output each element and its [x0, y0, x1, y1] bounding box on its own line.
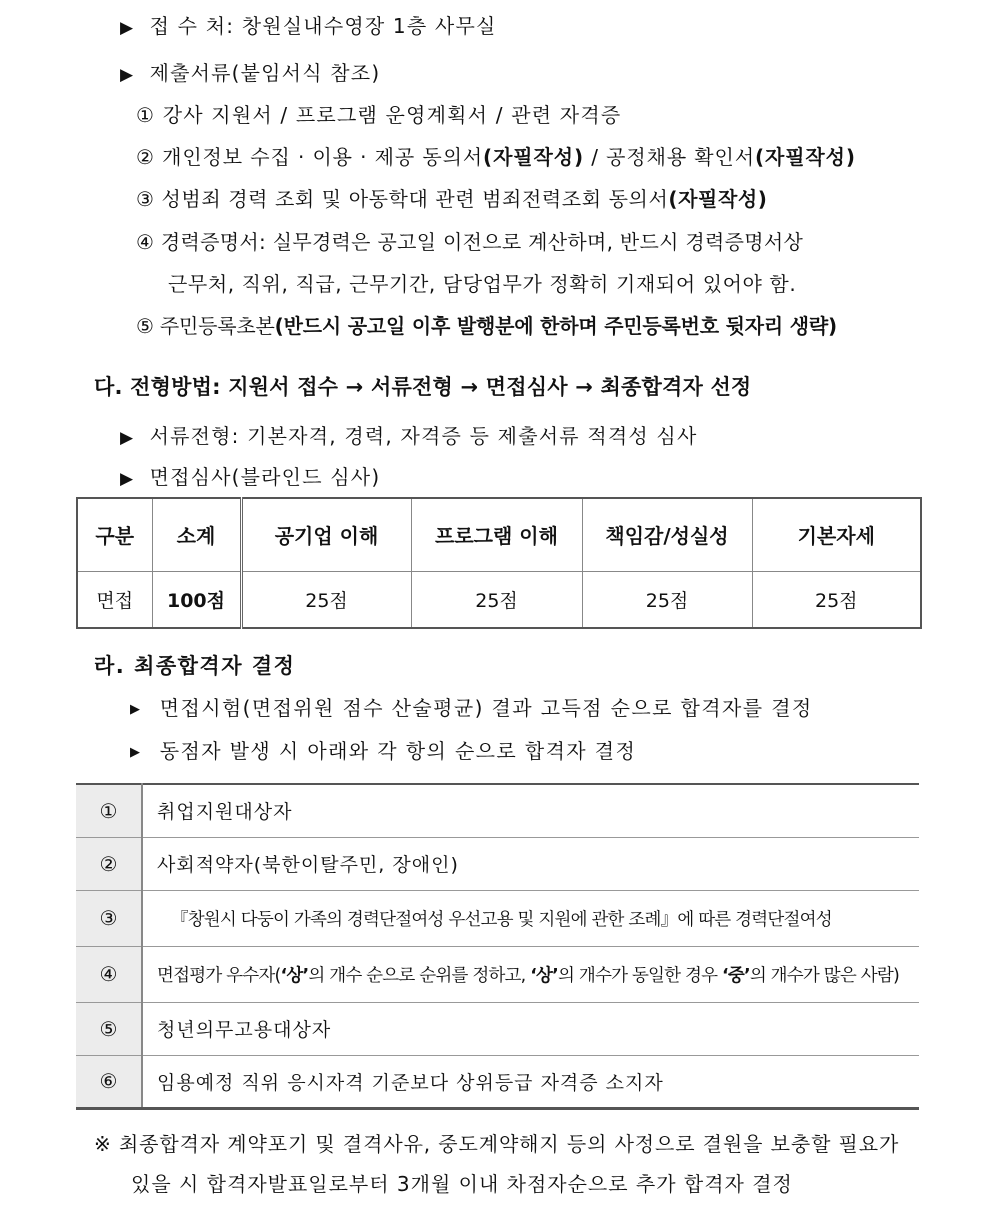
table-header-cell: 구분	[77, 498, 152, 571]
final-bullet-2: ▶ 동점자 발생 시 아래와 각 항의 순으로 합격자 결정	[130, 739, 637, 763]
table-row: ④ 면접평가 우수자(‘상’의 개수 순으로 순위를 정하고, ‘상’의 개수가 동일한 경우 ‘중’의 개수가 많은 사람)	[76, 946, 919, 1002]
interview-score-table	[76, 497, 922, 629]
table-cell: 25점	[241, 571, 411, 628]
note-line-2: 있을 시 합격자발표일로부터 3개월 이내 차점자순으로 추가 합격자 결정	[131, 1172, 793, 1196]
bullet-arrow-icon: ▶	[120, 428, 135, 448]
receipt-line	[120, 10, 497, 39]
table-header-cell: 기본자세	[752, 498, 921, 571]
documents-line	[120, 57, 380, 86]
table-header-cell: 공기업 이해	[241, 498, 411, 571]
final-heading: 라. 최종합격자 결정	[94, 654, 296, 678]
table-row: ③ 『창원시 다둥이 가족의 경력단절여성 우선고용 및 지원에 관한 조례』에 따른 경력단절여성	[76, 890, 919, 946]
document-item-5: ⑤ 주민등록초본(반드시 공고일 이후 발행분에 한하며 주민등록번호 뒷자리 생략)	[136, 314, 837, 338]
table-cell: 면접	[77, 571, 152, 628]
tie-break-table	[76, 783, 919, 1110]
table-header-row	[77, 498, 921, 571]
bullet-arrow-icon: ▶	[120, 469, 135, 489]
document-item-4-cont: 근무처, 직위, 직급, 근무기간, 담당업무가 정확히 기재되어 있어야 함.	[168, 272, 797, 296]
table-row: ① 취업지원대상자	[76, 784, 919, 837]
table-row: ② 사회적약자(북한이탈주민, 장애인)	[76, 837, 919, 890]
note-mark: ※	[94, 1132, 112, 1156]
selection-bullet-2: ▶ 면접심사(블라인드 심사)	[120, 465, 381, 489]
selection-heading: 다. 전형방법: 지원서 접수 → 서류전형 → 면접심사 → 최종합격자 선정	[94, 375, 752, 399]
document-item-4: ④ 경력증명서: 실무경력은 공고일 이전으로 계산하며, 반드시 경력증명서상	[136, 230, 804, 254]
table-row: ⑤ 청년의무고용대상자	[76, 1002, 919, 1055]
final-bullet-1: ▶ 면접시험(면접위원 점수 산술평균) 결과 고득점 순으로 합격자를 결정	[130, 696, 813, 720]
table-cell: 100점	[152, 571, 241, 628]
selection-bullet-1: ▶ 서류전형: 기본자격, 경력, 자격증 등 제출서류 적격성 심사	[120, 424, 698, 448]
bullet-arrow-icon: ▶	[130, 745, 142, 760]
table-row: ⑥ 임용예정 직위 응시자격 기준보다 상위등급 자격증 소지자	[76, 1055, 919, 1108]
table-cell: 25점	[752, 571, 921, 628]
documents-label: 제출서류(붙임서식 참조)	[149, 61, 381, 85]
bullet-arrow-icon: ▶	[120, 65, 135, 85]
table-cell: 25점	[582, 571, 752, 628]
table-cell: 25점	[411, 571, 582, 628]
table-header-cell: 책임감/성실성	[582, 498, 752, 571]
bullet-arrow-icon: ▶	[120, 18, 135, 38]
receipt-label: 접 수 처: 창원실내수영장 1층 사무실	[149, 14, 497, 38]
table-row	[77, 571, 921, 628]
document-item-3: ③ 성범죄 경력 조회 및 아동학대 관련 범죄전력조회 동의서(자필작성)	[136, 187, 768, 211]
bullet-arrow-icon: ▶	[130, 702, 142, 717]
table-header-cell: 소계	[152, 498, 241, 571]
document-item-1: ① 강사 지원서 / 프로그램 운영계획서 / 관련 자격증	[136, 103, 622, 127]
note-line-1: ※ 최종합격자 계약포기 및 결격사유, 중도계약해지 등의 사정으로 결원을 보충할 필요가	[94, 1132, 900, 1156]
table-header-cell: 프로그램 이해	[411, 498, 582, 571]
document-item-2: ② 개인정보 수집 · 이용 · 제공 동의서(자필작성) / 공정채용 확인서(자필작성)	[136, 145, 856, 169]
